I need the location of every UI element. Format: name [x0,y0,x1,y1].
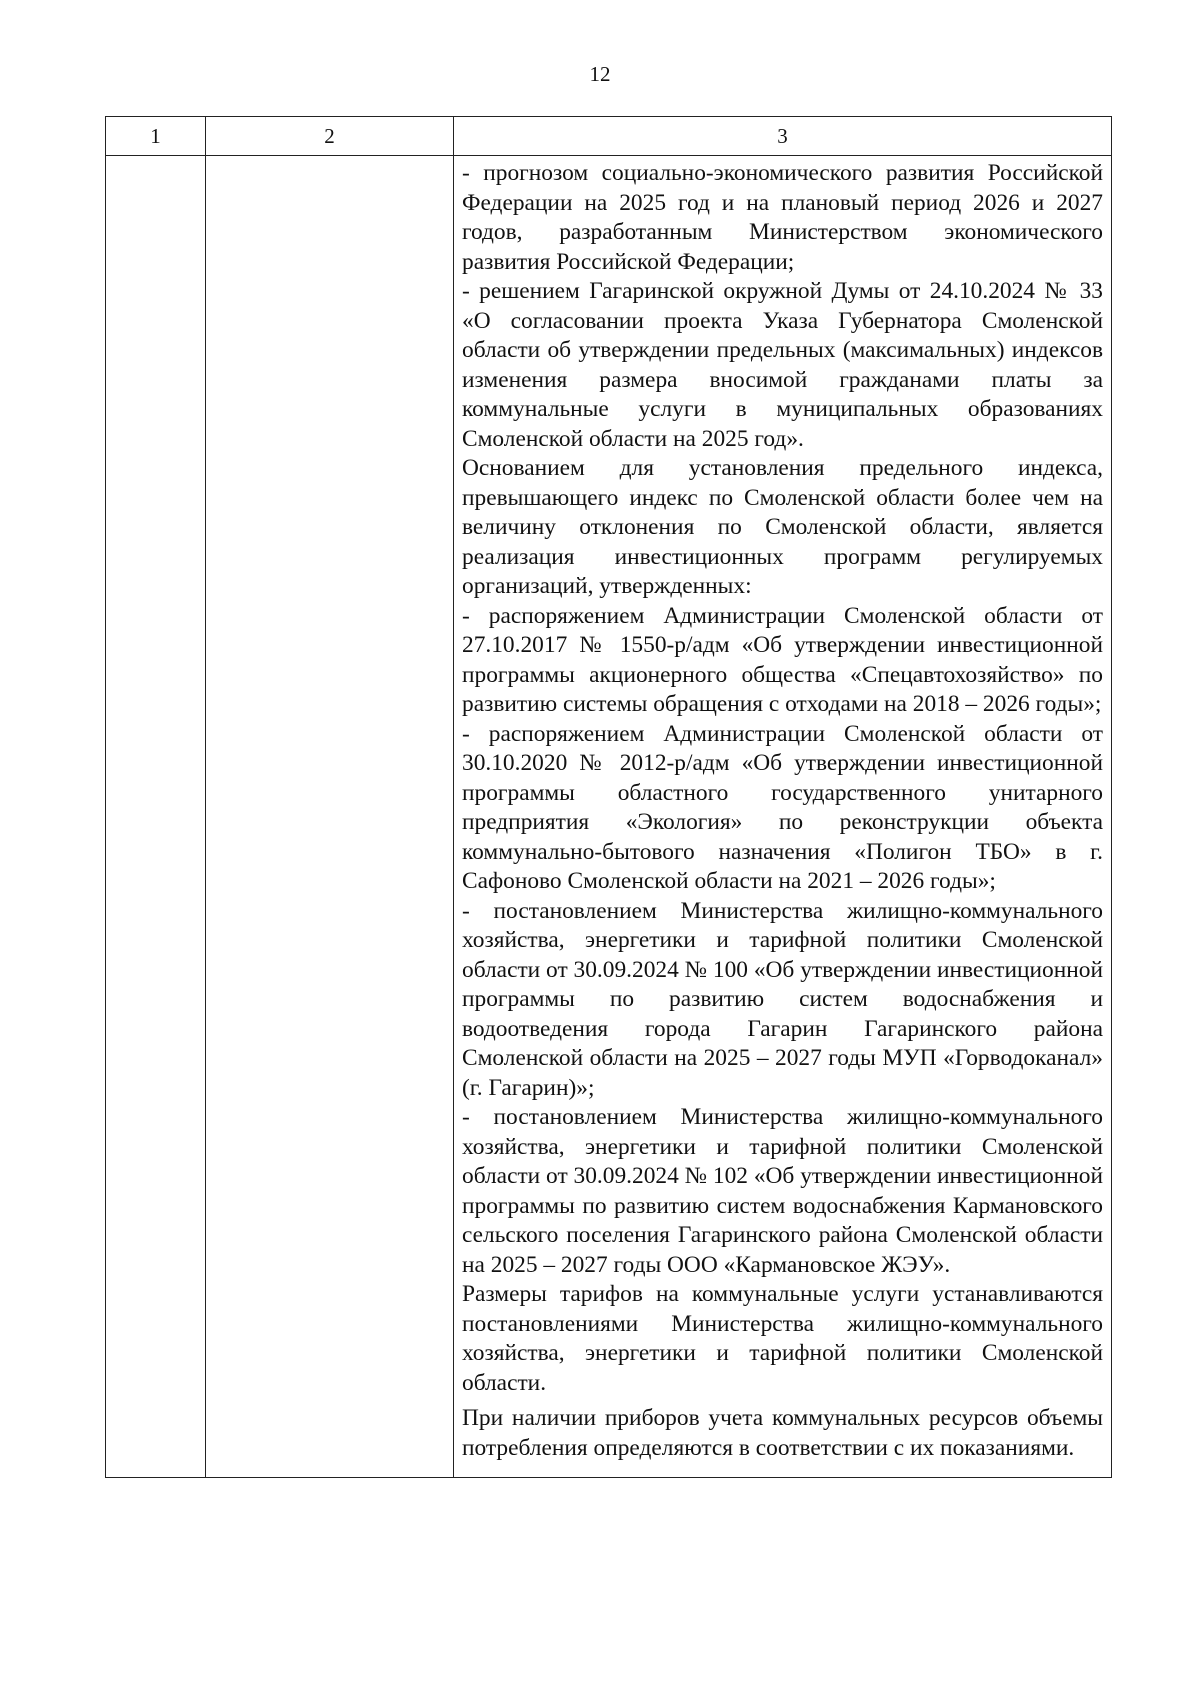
table-header-row [106,117,1112,156]
paragraph-meters: При наличии приборов учета коммунальных ресурсов объемы потребления определяются в соответствии с их показаниями. [462,1405,1103,1461]
table-cell-col-2 [206,156,454,1478]
paragraph-resolution-100: - постановлением Министерства жилищно-коммунального хозяйства, энергетики и тарифной политики Смоленской области от 30.09.2024 № 100 «Об утверждении инвестиционной программы по развитию систем водоснабжения и водоотведения города Гагарин Гагаринского района Смоленской области на 2025 – 2027 годы МУП «Горводоканал» (г. Гагарин)»; [462,897,1103,1101]
table-cell-col-1 [106,156,206,1478]
paragraph-order-2012: - распоряжением Администрации Смоленской области от 30.10.2020 № 2012-р/адм «Об утверждении инвестиционной программы областного государственного унитарного предприятия «Экология» по реконструкции объекта коммунально-бытового назначения «Полигон ТБО» в г. Сафоново Смоленской области на 2021 – 2026 годы»; [462,720,1103,894]
document-table [105,116,1112,1478]
paragraph-forecast: - прогнозом социально-экономического развития Российской Федерации на 2025 год и на плановый период 2026 и 2027 годов, разработанным Министерством экономического развития Российской Федерации; [462,160,1103,275]
paragraph-resolution-102: - постановлением Министерства жилищно-коммунального хозяйства, энергетики и тарифной политики Смоленской области от 30.09.2024 № 102 «Об утверждении инвестиционной программы по развитию систем водоснабжения Кармановского сельского поселения Гагаринского района Смоленской области на 2025 – 2027 годы ООО «Кармановское ЖЭУ». [462,1104,1103,1278]
paragraph-basis: Основанием для установления предельного индекса, превышающего индекс по Смоленской области более чем на величину отклонения по Смоленской области, является реализация инвестиционных программ регулируемых организаций, утвержденных: [462,455,1103,599]
table-cell-col-3 [454,156,1112,1478]
paragraph-duma-decision: - решением Гагаринской окружной Думы от 24.10.2024 № 33 «О согласовании проекта Указа Губернатора Смоленской области об утверждении предельных (максимальных) индексов изменения размера вносимой гражданами платы за коммунальные услуги в муниципальных образованиях Смоленской области на 2025 год». [462,278,1103,452]
paragraph-tariffs: Размеры тарифов на коммунальные услуги устанавливаются постановлениями Министерства жилищно-коммунального хозяйства, энергетики и тарифной политики Смоленской области. [462,1281,1103,1396]
table-row [106,156,1112,1478]
table-header-col-1: 1 [106,117,206,156]
table-header-col-3: 3 [454,117,1112,156]
paragraph-order-1550: - распоряжением Администрации Смоленской области от 27.10.2017 № 1550-р/адм «Об утверждении инвестиционной программы акционерного общества «Спецавтохозяйство» по развитию системы обращения с отходами на 2018 – 2026 годы»; [462,602,1103,717]
table-header-col-2: 2 [206,117,454,156]
page-number: 12 [589,62,611,86]
